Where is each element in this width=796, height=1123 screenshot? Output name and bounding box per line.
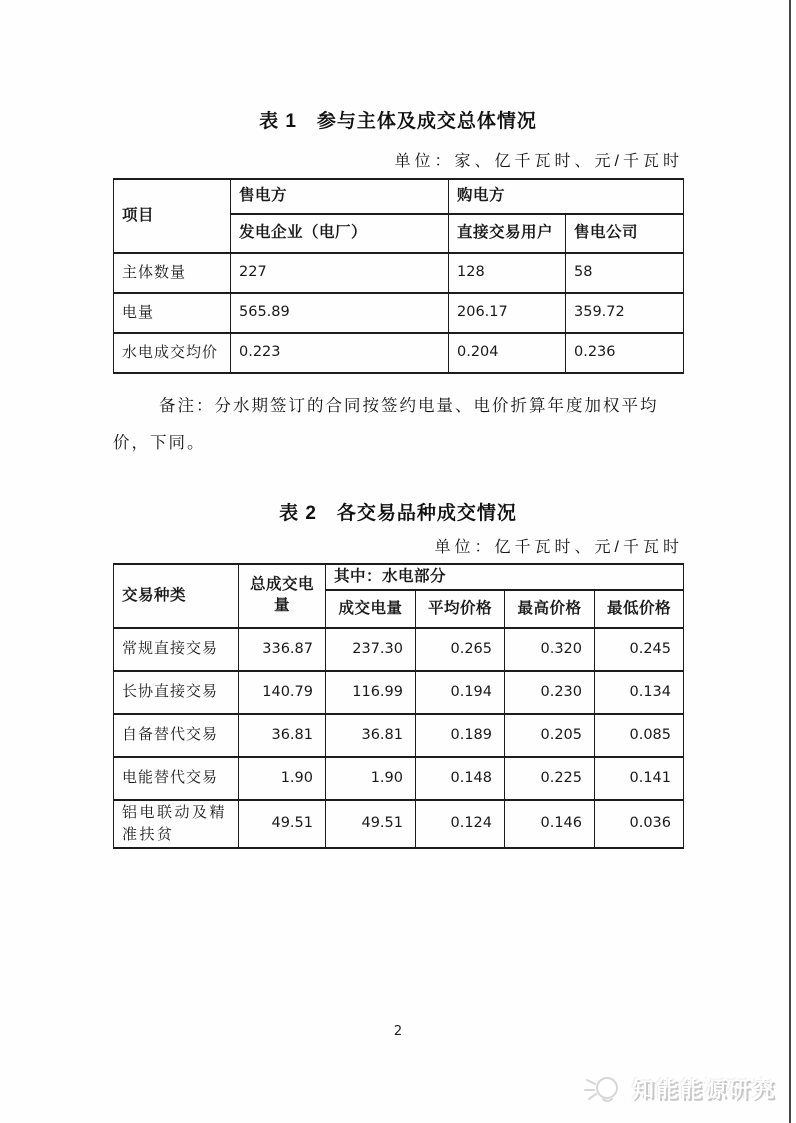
- table1-header-retail-company: 售电公司: [566, 214, 684, 253]
- table2-header-avg-price: 平均价格: [416, 590, 505, 628]
- table2-header-type: 交易种类: [114, 564, 239, 628]
- table2-row-label: 铝电联动及精准扶贫: [114, 800, 239, 848]
- table2-title: 表 2 各交易品种成交情况: [279, 503, 517, 524]
- table1-header-direct-user: 直接交易用户: [449, 214, 566, 253]
- table1-cell: 128: [449, 253, 566, 293]
- note-line: 价，下同。: [113, 434, 206, 452]
- page-edge-line: [789, 0, 791, 1123]
- table-row: [114, 757, 684, 800]
- table2-cell: 116.99: [326, 671, 416, 714]
- table2-cell: 0.146: [505, 800, 595, 848]
- table2-row-label: 长协直接交易: [114, 671, 239, 714]
- table2-cell: 140.79: [239, 671, 326, 714]
- table1-cell: 206.17: [449, 293, 566, 333]
- table-row: [114, 628, 684, 671]
- table2-cell: 1.90: [326, 757, 416, 800]
- page-number: 2: [393, 1024, 403, 1039]
- table-row: [114, 333, 684, 373]
- table2-header-min-price: 最低价格: [595, 590, 684, 628]
- table1-cell: 359.72: [566, 293, 684, 333]
- table2-row-label: 电能替代交易: [114, 757, 239, 800]
- table1-header-seller-group: 售电方: [231, 179, 449, 214]
- table1-unit-label: 单位：家、亿千瓦时、元/千瓦时: [394, 153, 683, 170]
- table1-note: [113, 388, 688, 462]
- table2-cell: 0.189: [416, 714, 505, 757]
- table2-row-label: 常规直接交易: [114, 628, 239, 671]
- table2-header-max-price: 最高价格: [505, 590, 595, 628]
- table2-cell: 49.51: [326, 800, 416, 848]
- table2-cell: 0.265: [416, 628, 505, 671]
- table2-cell: 0.085: [595, 714, 684, 757]
- table2-cell: 0.036: [595, 800, 684, 848]
- table2-cell: 0.141: [595, 757, 684, 800]
- cloud-sketch-icon: [583, 1070, 623, 1106]
- table-row: [114, 293, 684, 333]
- table2-cell: 36.81: [239, 714, 326, 757]
- table2-cell: 1.90: [239, 757, 326, 800]
- table2-cell: 237.30: [326, 628, 416, 671]
- table2-row-label: 自备替代交易: [114, 714, 239, 757]
- table1-cell: 0.204: [449, 333, 566, 373]
- table1-header-generator: 发电企业（电厂）: [231, 214, 449, 253]
- table2-cell: 0.148: [416, 757, 505, 800]
- table2-cell: 0.320: [505, 628, 595, 671]
- table1-row-label: 水电成交均价: [114, 333, 231, 373]
- table1-cell: 565.89: [231, 293, 449, 333]
- table1-header-item: 项目: [114, 179, 231, 253]
- table1-cell: 0.223: [231, 333, 449, 373]
- table2-cell: 49.51: [239, 800, 326, 848]
- table2-cell: 0.124: [416, 800, 505, 848]
- table1-participants-summary: [113, 178, 684, 374]
- watermark-text: 知能能源研究: [631, 1076, 776, 1102]
- table-row: [114, 253, 684, 293]
- table2-cell: 0.245: [595, 628, 684, 671]
- table2-cell: 0.230: [505, 671, 595, 714]
- table1-title: 表 1 参与主体及成交总体情况: [259, 111, 537, 132]
- table2-cell: 0.205: [505, 714, 595, 757]
- table2-header-volume: 成交电量: [326, 590, 416, 628]
- table-row: [114, 714, 684, 757]
- table2-cell: 0.134: [595, 671, 684, 714]
- table1-row-label: 主体数量: [114, 253, 231, 293]
- table1-cell: 58: [566, 253, 684, 293]
- table2-trade-types: [113, 563, 684, 849]
- table2-cell: 0.194: [416, 671, 505, 714]
- table-row: [114, 800, 684, 848]
- table2-cell: 0.225: [505, 757, 595, 800]
- table2-cell: 36.81: [326, 714, 416, 757]
- table2-unit-label: 单位：亿千瓦时、元/千瓦时: [434, 539, 683, 556]
- table2-cell: 336.87: [239, 628, 326, 671]
- watermark: [583, 1070, 776, 1106]
- table-row: [114, 671, 684, 714]
- table2-header-hydro-group: 其中：水电部分: [326, 564, 684, 590]
- table1-header-buyer-group: 购电方: [449, 179, 684, 214]
- table1-cell: 0.236: [566, 333, 684, 373]
- table1-cell: 227: [231, 253, 449, 293]
- note-line: 备注：分水期签订的合同按签约电量、电价折算年度加权平均: [159, 397, 659, 415]
- table2-header-total: 总成交电量: [239, 564, 326, 628]
- table1-row-label: 电量: [114, 293, 231, 333]
